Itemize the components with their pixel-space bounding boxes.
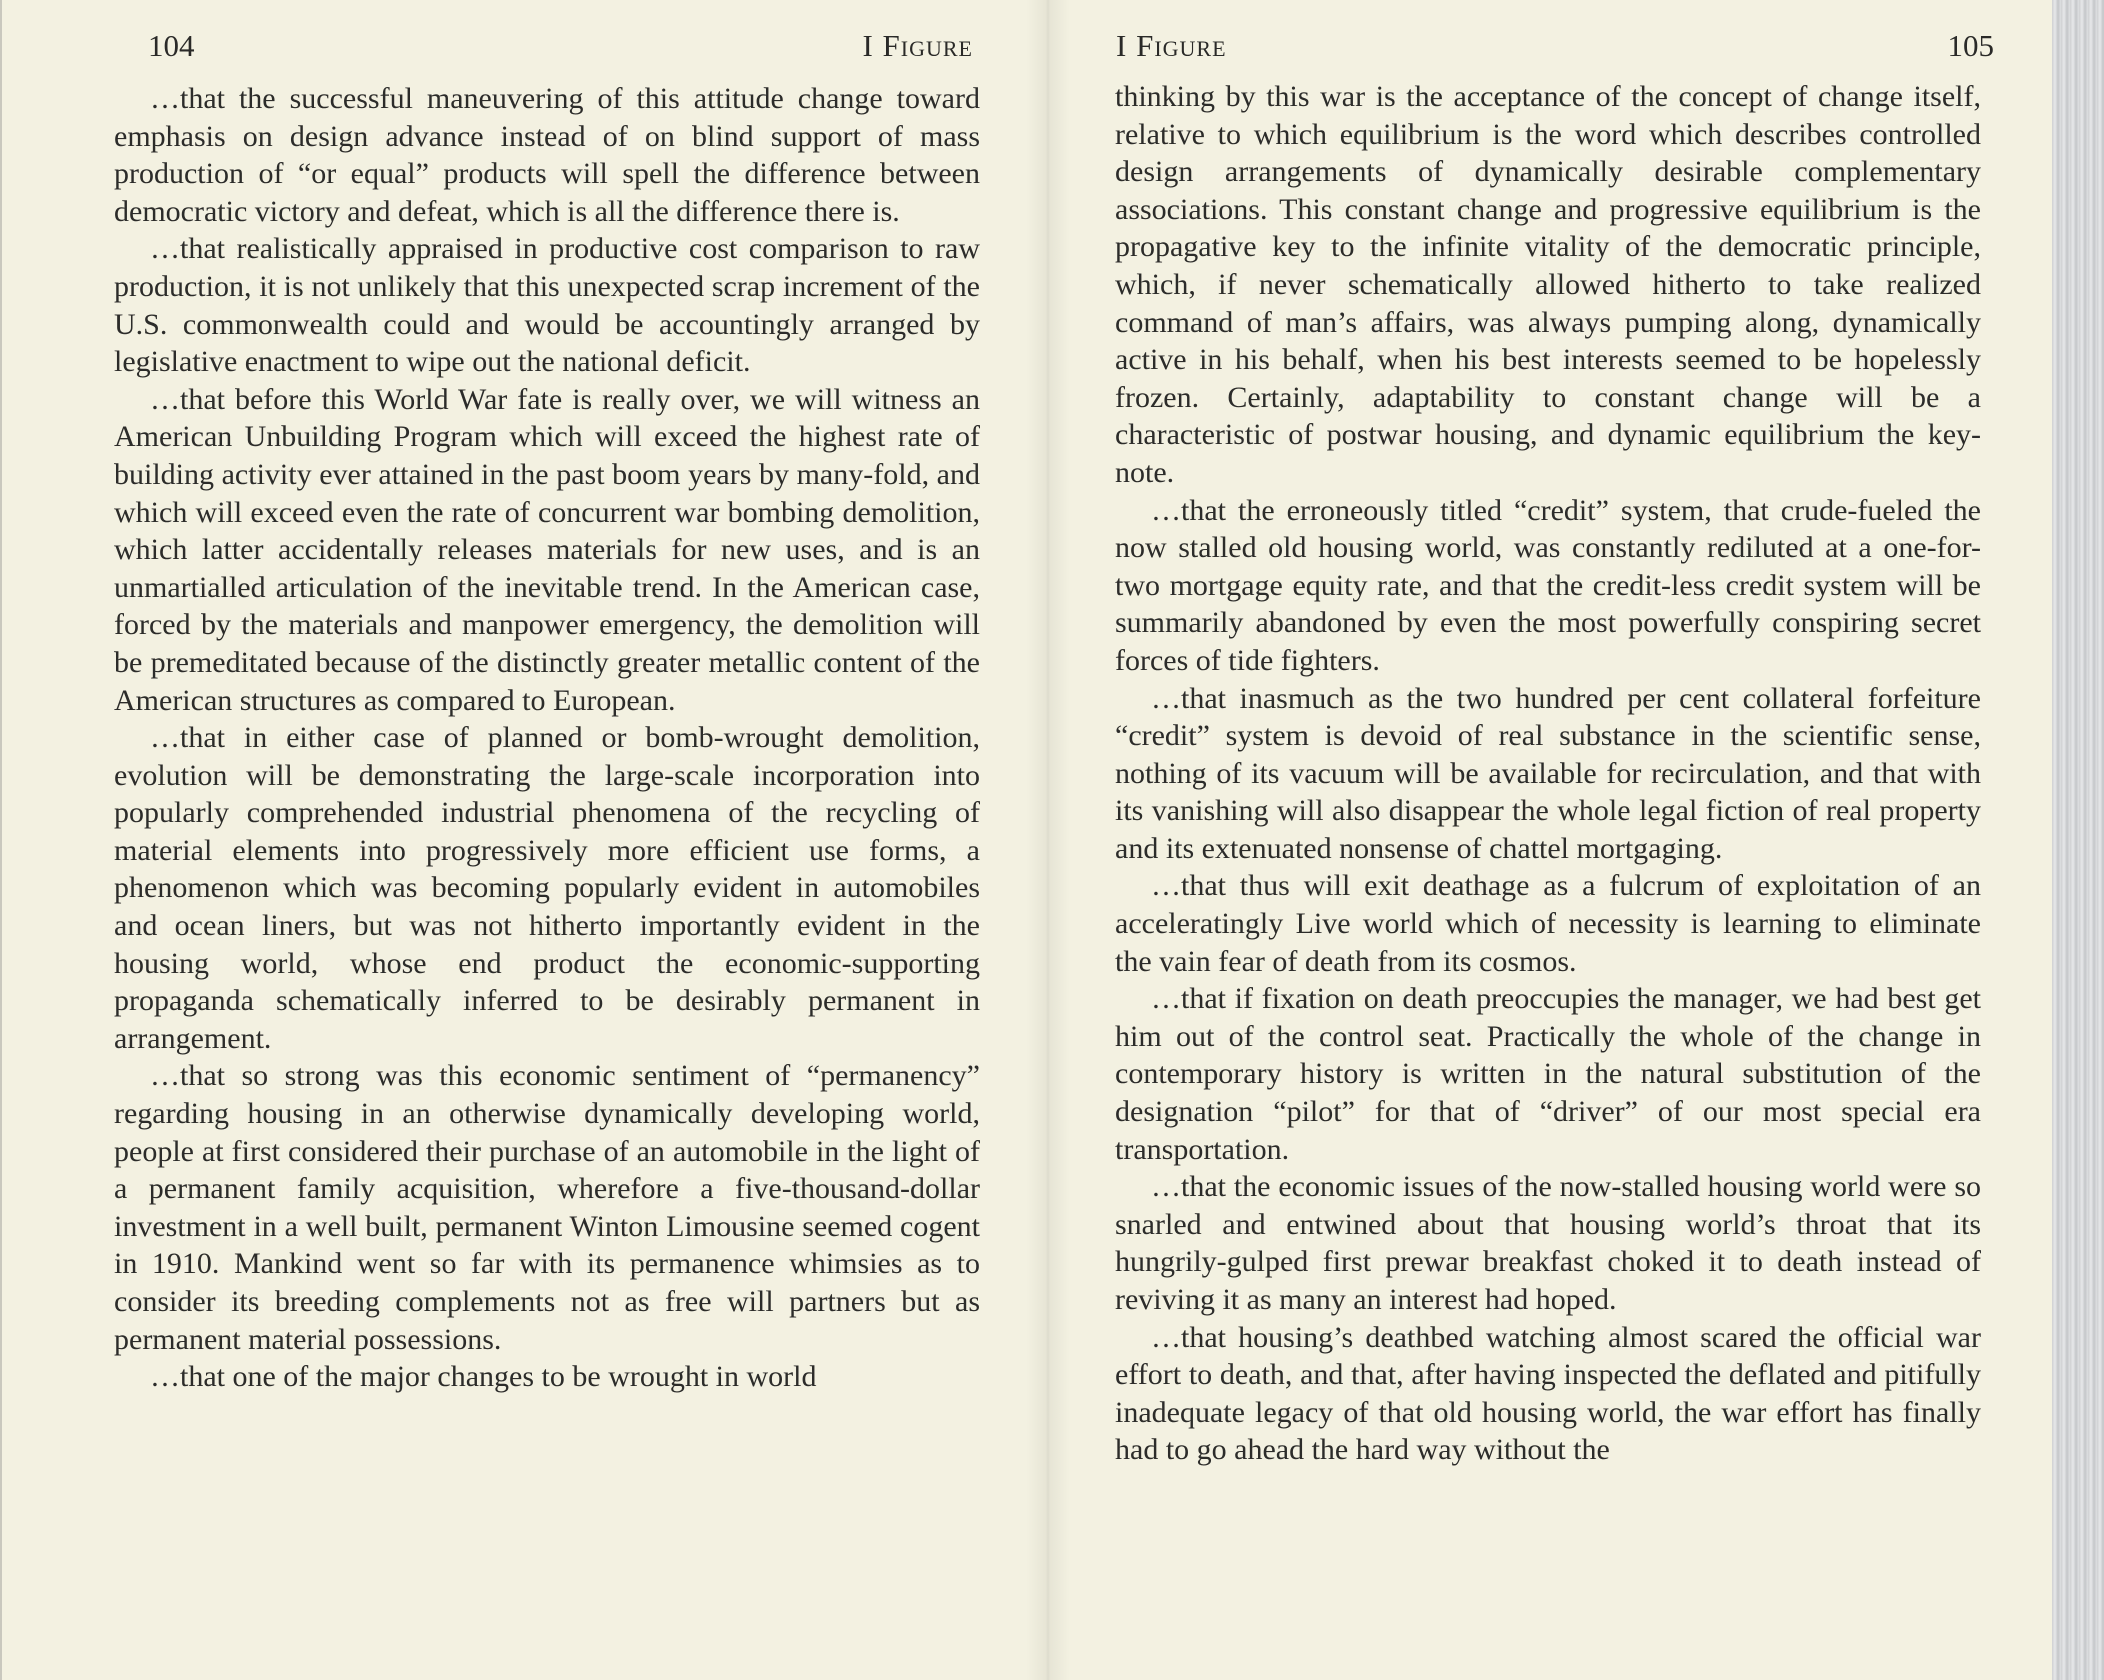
- paragraph: …that so strong was this economic sentiment of “permanency” regarding housing in an otherwise dynamically developing world, people at first considered their purchase of an automobile in the light of a permanent family acquisition, wherefore a five-thousand-dollar investment in a well built, permanent Winton Limousine seemed cogent in 1910. Mankind went so far with its permanence whimsies as to consider its breeding complements not as free will partners but as permanent material possessions.: [114, 1059, 980, 1356]
- paragraph: …that before this World War fate is really over, we will witness an American Unbuilding Program which will exceed the highest rate of building activity ever attained in the past boom years by many-fold, and which will exceed even the rate of concurrent war bombing demolition, which latter accidentally releases materials for new uses, and is an unmartialled articulation of the inevitable trend. In the American case, forced by the materials and manpower emergency, the demolition will be premeditated because of the distinctly greater metallic content of the American structures as compared to European.: [114, 382, 980, 717]
- paragraph-continued: thinking by this war is the acceptance of the concept of change itself, relative to which equilibrium is the word which describes controlled design arrangements of dynamically desirable complementary associations. This constant change and progressive equilibrium is the propagative key to the infinite vitality of the democratic principle, which, if never schematically allowed hitherto to take realized command of man’s affairs, was always pumping along, dynamically active in his behalf, when his best interests seemed to be hopelessly frozen. Certainly, adaptability to constant change will be a characteristic of postwar housing, and dynamic equilibrium the key-note.: [1115, 80, 1981, 489]
- page-number: 104: [148, 28, 195, 63]
- running-head: I Figure: [1116, 28, 1227, 63]
- paragraph: …that the successful maneuvering of this attitude change toward emphasis on design advance instead of on blind support of mass production of “or equal” products will spell the difference between democratic victory and defeat, which is all the difference there is.: [114, 82, 980, 228]
- paragraph: …that the erroneously titled “credit” system, that crude-fueled the now stalled old housing world, was constantly rediluted at a one-for-two mortgage equity rate, and that the credit-less credit system will be summarily abandoned by even the most powerfully conspiring secret forces of tide fighters.: [1115, 493, 1981, 677]
- page-body: [1115, 78, 1981, 1469]
- right-page: [1048, 0, 2058, 1680]
- running-head: I Figure: [862, 28, 973, 63]
- left-page: [0, 0, 1048, 1680]
- paragraph: …that if fixation on death preoccupies the manager, we had best get him out of the control seat. Practically the whole of the change in contemporary history is written in the natural substitution of the designation “pilot” for that of “driver” of our most special era transportation.: [1115, 982, 1981, 1166]
- paragraph: …that inasmuch as the two hundred per cent collateral forfeiture “credit” system is devoid of real substance in the scientific sense, nothing of its vacuum will be available for recirculation, and that with its vanishing will also disappear the whole legal fiction of real property and its extenuated nonsense of chattel mortgaging.: [1115, 681, 1981, 865]
- book-gutter: [1026, 0, 1070, 1680]
- paragraph: …that realistically appraised in productive cost comparison to raw production, it is not unlikely that this unexpected scrap increment of the U.S. commonwealth could and would be accountingly arranged by legislative enactment to wipe out the national deficit.: [114, 232, 980, 379]
- paragraph: …that thus will exit deathage as a fulcrum of exploitation of an acceleratingly Live world which of necessity is learning to eliminate the vain fear of death from its cosmos.: [1115, 869, 1981, 978]
- page-edges: [2052, 0, 2104, 1680]
- paragraph: …that in either case of planned or bomb-wrought demolition, evolution will be demonstrating the large-scale incorporation into popularly comprehended industrial phenomena of the recycling of material elements into progressively more efficient use forms, a phenomenon which was becoming popularly evident in automobiles and ocean liners, but was not hitherto importantly evident in the housing world, whose end product the economic-supporting propaganda schematically inferred to be desirably permanent in arrangement.: [114, 721, 980, 1055]
- page-number: 105: [1947, 28, 1994, 63]
- paragraph: …that housing’s deathbed watching almost scared the official war effort to death, and that, after having inspected the deflated and pitifully inadequate legacy of that old housing world, the war effort has finally had to go ahead the hard way without the: [1115, 1320, 1981, 1467]
- paragraph: …that the economic issues of the now-stalled housing world were so snarled and entwined about that housing world’s throat that its hungrily-gulped first prewar breakfast choked it to death instead of reviving it as many an interest had hoped.: [1115, 1170, 1981, 1316]
- paragraph: …that one of the major changes to be wrought in world: [150, 1360, 817, 1394]
- page-body: [114, 80, 980, 1396]
